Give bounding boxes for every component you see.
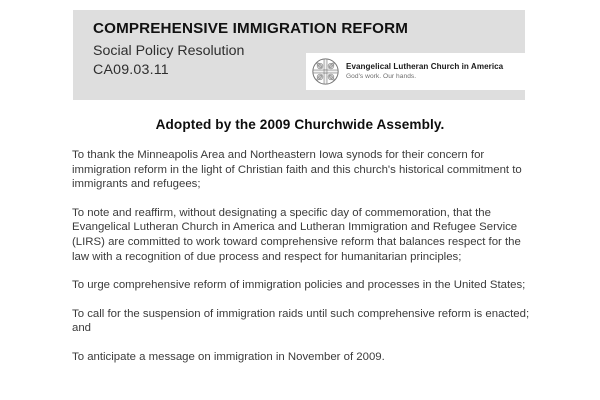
logo-text-block [346,62,503,81]
document-code: CA09.03.11 [93,62,169,78]
page-title: COMPREHENSIVE IMMIGRATION REFORM [93,20,409,37]
resolution-clause: To urge comprehensive reform of immigration policies and processes in the United States; [72,279,526,292]
resolution-clause: To anticipate a message on immigration in November of 2009. [72,350,385,363]
resolution-body [72,148,534,365]
elca-logo-lockup [306,53,527,90]
resolution-clause: To note and reaffirm, without designating a specific day of commemoration, that the Evangelical Lutheran Church in America and Lutheran Immigration and Refugee Service (LIRS) are committed to work toward comprehensive reform that balances respect for the law with a recognition of due process and respect for humanitarian principles; [72,206,521,263]
elca-celtic-cross-emblem-icon [312,58,339,85]
organization-name: Evangelical Lutheran Church in America [346,61,504,71]
resolution-clause: To call for the suspension of immigration raids until such comprehensive reform is enacted; and [72,307,530,335]
adopted-heading: Adopted by the 2009 Churchwide Assembly. [155,117,445,132]
resolution-clause: To thank the Minneapolis Area and Northeastern Iowa synods for their concern for immigration reform in the light of Christian faith and this church's historical commitment to immigrants and refugees; [72,149,522,191]
document-subtitle: Social Policy Resolution [93,43,245,59]
organization-tagline: God's work. Our hands. [346,73,417,81]
